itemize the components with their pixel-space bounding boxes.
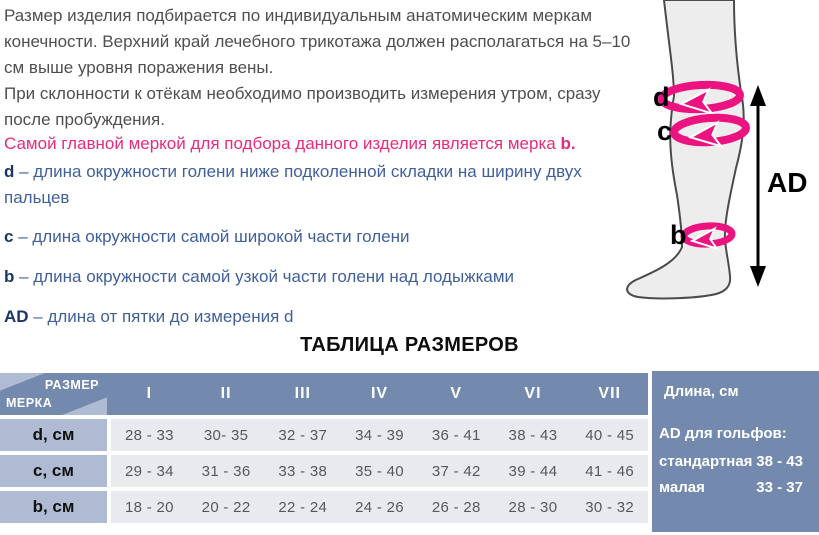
cell-c-5: 37 - 42 [431,462,481,480]
cell-d-2: 30- 35 [203,426,249,444]
ad-arrow-label: AD [767,167,808,198]
cell-c-7: 41 - 46 [585,462,635,480]
column-header-2: II [220,385,232,402]
definition-c [4,224,604,250]
ad-length-arrow [750,85,766,287]
length-standard-value: 38 - 43 [756,453,803,470]
cell-d-6: 38 - 43 [508,426,558,444]
definition-ad-text: – длина от пятки до измерения d [28,307,294,326]
definition-c-text: – длина окружности самой широкой части голени [13,227,410,246]
definition-b [4,264,604,290]
cell-b-1: 18 - 20 [124,498,174,516]
column-header-5: V [450,385,463,402]
row-values-b [111,491,648,523]
cell-d-1: 28 - 33 [124,426,174,444]
cell-b-3: 22 - 24 [278,498,328,516]
cell-d-4: 34 - 39 [355,426,404,444]
row-values-d [111,419,648,451]
row-label-c: c, см [0,455,107,487]
row-values-c [111,455,648,487]
length-panel-title: Длина, см [664,383,739,400]
column-header-6: VI [524,385,542,402]
row-label-b: b, см [0,491,107,523]
corner-size-label: РАЗМЕР [44,378,99,392]
cell-b-7: 30 - 32 [585,498,635,516]
leg-silhouette [627,0,744,298]
cell-b-6: 28 - 30 [508,498,558,516]
size-table [0,373,648,523]
intro-paragraph-2: При склонности к отёкам необходимо производить измерения утром, сразу после пробуждения. [4,84,601,129]
row-label-d: d, см [0,419,107,451]
definition-d [4,159,604,211]
cell-d-7: 40 - 45 [585,426,635,444]
table-row-c [0,455,648,487]
cell-b-4: 24 - 26 [355,498,404,516]
cell-c-2: 31 - 36 [201,462,251,480]
cell-d-3: 32 - 37 [278,426,328,444]
length-row-standard [659,453,803,470]
length-panel-subtitle: AD для гольфов: [659,425,787,442]
length-small-value: 33 - 37 [756,479,803,496]
definition-b-term: b [4,267,15,286]
column-header-4: IV [370,385,389,402]
column-header-7: VII [598,385,621,402]
key-measure-note [4,133,644,155]
cell-c-3: 33 - 38 [278,462,328,480]
cell-c-4: 35 - 40 [355,462,404,480]
cell-d-5: 36 - 41 [431,426,481,444]
size-table-header [0,373,648,415]
size-table-title: ТАБЛИЦА РАЗМЕРОВ [300,334,519,356]
intro-paragraph-1: Размер изделия подбирается по индивидуальным анатомическим меркам конечности. Верхний край лечебного трикотажа должен располагаться на 5–10 см выше уровня поражения вены. [4,6,631,77]
length-small-label: малая [659,479,705,496]
table-row-b [0,491,648,523]
band-c-label: c [657,116,673,146]
length-row-small [659,479,803,496]
cell-c-6: 39 - 44 [508,462,558,480]
length-panel [652,371,819,532]
definition-ad-term: AD [4,307,29,326]
definition-d-term: d [4,162,15,181]
definition-b-text: – длина окружности самой узкой части голени над лодыжками [14,267,515,286]
definition-ad [4,304,604,330]
table-row-d [0,419,648,451]
length-standard-label: стандартная [659,453,753,470]
definition-d-text: – длина окружности голени ниже подколенной складки на ширину двух пальцев [4,162,582,207]
corner-measure-label: МЕРКА [6,396,53,410]
column-header-3: III [294,385,311,402]
cell-b-5: 26 - 28 [431,498,481,516]
cell-c-1: 29 - 34 [124,462,174,480]
column-header-1: I [146,385,153,402]
definition-c-term: c [4,227,14,246]
cell-b-2: 20 - 22 [201,498,251,516]
size-column-headers [111,373,648,415]
key-measure-note-text: Самой главной меркой для подбора данного изделия является мерка [4,134,561,153]
band-d-label: d [653,82,670,112]
band-b-label: b [670,220,687,250]
key-measure-note-term: b. [560,134,576,153]
leg-measurement-diagram [598,0,819,312]
size-table-corner-cell [0,373,107,415]
